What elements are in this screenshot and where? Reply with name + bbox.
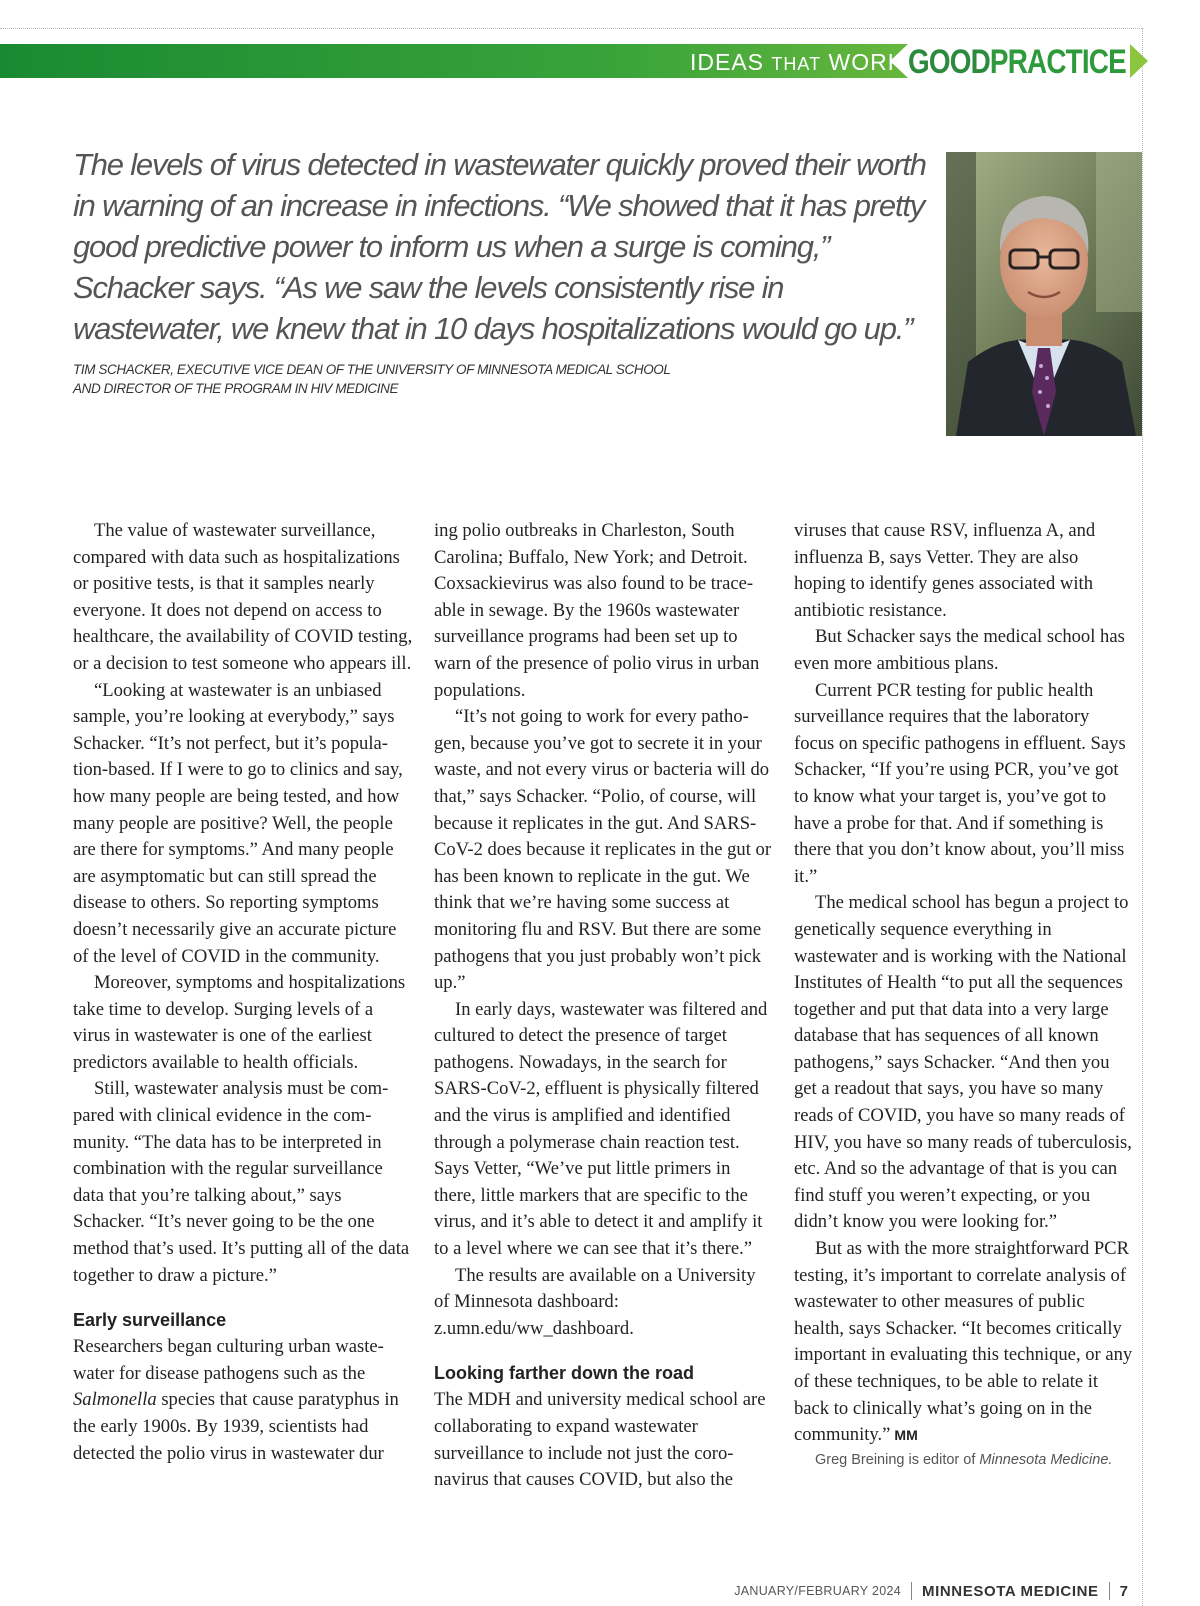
paragraph: viruses that cause RSV, influenza A, and influenza B, says Vetter. They are also hoping to identify genes associated with antibiotic resistance.: [794, 520, 1096, 621]
tagline-ideas: IDEAS: [690, 49, 765, 75]
body-column-2: [434, 518, 774, 1494]
portrait-photo: [946, 152, 1142, 436]
tagline-that: THAT: [771, 54, 822, 74]
paragraph-text: Researchers began culturing urban wastewater for disease pathogens such as the: [73, 1336, 384, 1384]
attribution-line-1: TIM SCHACKER, EXECUTIVE VICE DEAN OF THE UNIVERSITY OF MINNESOTA MEDICAL SCHOOL: [73, 362, 671, 377]
top-trim-line: [0, 28, 1142, 29]
section-title-good: GOOD: [908, 43, 990, 81]
paragraph: But Schacker says the medical school has even more ambitious plans.: [794, 626, 1125, 674]
section-title-practice: PRACTICE: [989, 43, 1126, 81]
paragraph: In early days, wastewater was filtered and cultured to detect the presence of target pathogens. Nowadays, in the search for SARS-CoV-2, effluent is physically filtered and the virus is amplified and identified through a polymerase chain reaction test. Says Vetter, “We’ve put little primers in there, little markers that are specific to the virus, and it’s able to detect it and amplify it to a level where we can see that it’s there.”: [434, 998, 768, 1260]
italic-species-name: Salmonella: [73, 1389, 157, 1411]
paragraph: The medical school has begun a project to genetically sequence everything in wastewater and is working with the National Institutes of Health “to put all the sequences together and put that data into a very large database that has sequences of all known pathogens,” says Schacker. “And then you get a readout that says, you have so many reads of COVID, you have so many reads of HIV, you have so many reads of tuberculosis, etc. And so the advantage of that is you can find stuff you weren’t expecting, or you didn’t know you were looking for.”: [794, 892, 1132, 1233]
author-bio-publication: Minnesota Medicine.: [979, 1451, 1113, 1468]
footer-divider: [1109, 1582, 1110, 1600]
paragraph: The results are available on a University of Minnesota dashboard: z.umn.edu/ww_dashboard.: [434, 1264, 756, 1339]
paragraph: The MDH and university medical school are collaborating to expand wastewater surveillance to include not just the coronavirus that causes COVID, but also the: [434, 1389, 766, 1491]
pull-quote: The levels of virus detected in wastewater quickly proved their worth in warning of an increase in infections. “We showed that it has pretty good predictive power to inform us when a surge is coming,” Schacker says. “As we saw the levels consistently rise in wastewater, we knew that in 10 days hospitalizations would go up.”: [73, 147, 926, 346]
paragraph: Still, wastewater analysis must be compared with clinical evidence in the community. “The data has to be interpreted in combination with the regular surveillance data that you’re talking about,” says Schacker. “It’s never going to be the one method that’s used. It’s putting all of the data together to draw a picture.”: [73, 1078, 410, 1286]
paragraph: [794, 1236, 1134, 1449]
paragraph: The value of wastewater surveillance, compared with data such as hospitalizations or positive tests, is that it samples nearly everyone. It does not depend on access to healthcare, the availability of COVID testing, or a decision to test someone who appears ill.: [73, 520, 413, 674]
page-footer: [734, 1580, 1128, 1602]
paragraph: “It’s not going to work for every pathogen, because you’ve got to secrete it in your waste, and not every virus or bacteria will do that,” says Schacker. “Polio, of course, will because it replicates in the gut. And SARS-CoV-2 does because it replicates in the gut or has been known to replicate in the gut. We think that we’re having some success at monitoring flu and RSV. But there are some pathogens that you just probably won’t pick up.”: [434, 706, 772, 994]
footer-divider: [911, 1582, 912, 1600]
subheading-looking-farther: Looking farther down the road: [434, 1363, 694, 1384]
magazine-name: MINNESOTA MEDICINE: [922, 1582, 1099, 1600]
attribution-line-2: AND DIRECTOR OF THE PROGRAM IN HIV MEDICINE: [73, 381, 399, 396]
paragraph: Current PCR testing for public health surveillance requires that the laboratory focus on specific pathogens in effluent. Says Schacker, “If you’re using PCR, you’ve got to know what your target is, you’ve got to have a probe for that. And if something is there that you don’t know about, you’ll miss it.”: [794, 679, 1126, 887]
section-title: [908, 43, 1126, 81]
paragraph: [73, 1334, 413, 1467]
tagline-work: WORK: [828, 49, 905, 75]
paragraph: ing polio outbreaks in Charleston, South Carolina; Buffalo, New York; and Detroit. Coxsackievirus was also found to be traceable in sewage. By the 1960s wastewater surveillance programs had been set up to warn of the presence of polio virus in urban populations.: [434, 520, 760, 701]
pull-quote-attribution: [73, 360, 773, 398]
page-number: 7: [1119, 1582, 1128, 1600]
body-column-3: [794, 518, 1134, 1471]
paragraph-text: species that cause paratyphus in the early 1900s. By 1939, scientists had detected the polio virus in wastewater dur: [73, 1389, 399, 1464]
paragraph-text: But as with the more straightforward PCR testing, it’s important to correlate analysis of wastewater to other measures of public health, says Schacker. “It becomes critically important in evaluating this technique, or any of these techniques, to be able to relate it back to clinically what’s going on in the community.”: [794, 1238, 1133, 1446]
paragraph: “Looking at wastewater is an unbiased sample, you’re looking at everybody,” says Schacker. “It’s not perfect, but it’s population-based. If I were to go to clinics and say, how many people are being tested, and how many people are positive? Well, the people are there for symptoms.” And many people are asymptomatic but can still spread the disease to others. So reporting symptoms doesn’t necessarily give an accurate picture of the level of COVID in the community.: [73, 679, 403, 967]
section-tagline: [690, 47, 905, 79]
author-bio: [794, 1449, 1134, 1471]
subheading-early-surveillance: Early surveillance: [73, 1310, 227, 1331]
paragraph: Moreover, symptoms and hospitalizations take time to develop. Surging levels of a virus in wastewater is one of the earliest predictors available to health officials.: [73, 972, 406, 1073]
body-column-1: [73, 518, 413, 1467]
author-bio-text: Greg Breining is editor of: [815, 1451, 980, 1468]
right-trim-line: [1142, 28, 1143, 1606]
end-mark: MM: [894, 1427, 918, 1444]
issue-date: JANUARY/FEBRUARY 2024: [734, 1584, 902, 1598]
